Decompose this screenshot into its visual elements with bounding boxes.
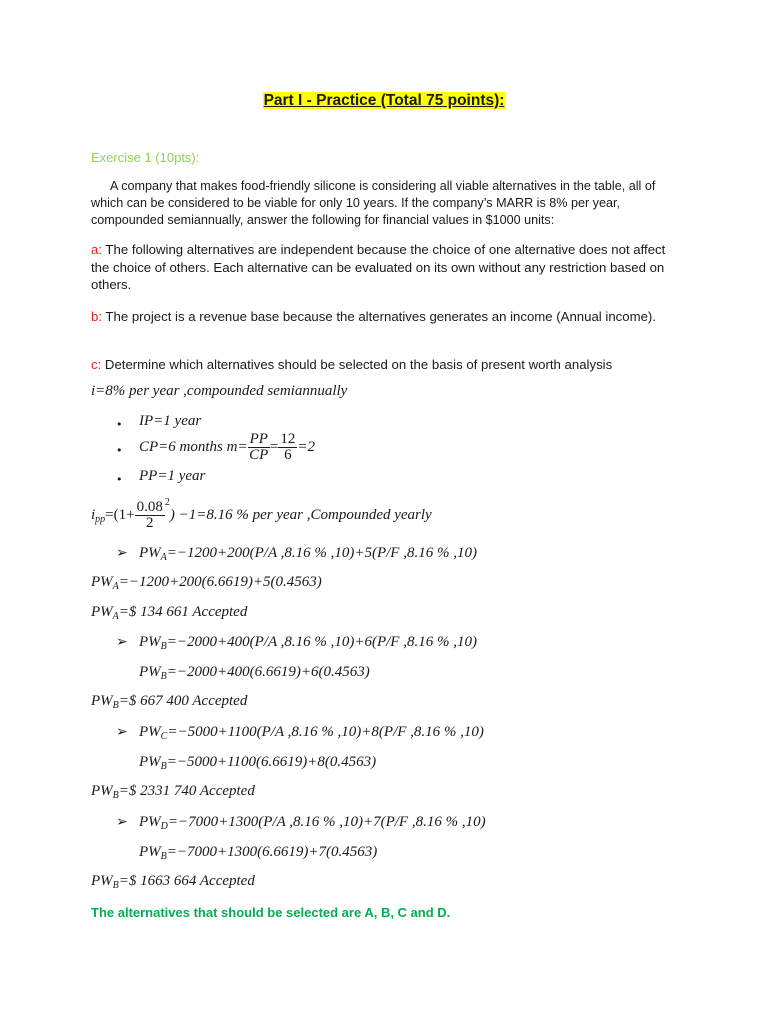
pw-symbol: PW <box>139 634 161 650</box>
ipp-symbol: i <box>91 507 96 523</box>
pw-symbol: PW <box>91 873 113 889</box>
pw-expression: =$ 134 661 Accepted <box>118 604 248 620</box>
pw-expression: =−1200+200(P/A ,8.16 % ,10)+5(P/F ,8.16 % ,10) <box>166 545 477 561</box>
pw-expression: =−5000+1100(P/A ,8.16 % ,10)+8(P/F ,8.16 % ,10) <box>167 724 484 740</box>
pw-a-formula <box>139 545 477 563</box>
pw-symbol: PW <box>139 724 161 740</box>
ipp-fraction <box>135 500 165 531</box>
pw-expression: =−7000+1300(P/A ,8.16 % ,10)+7(P/F ,8.16 % ,10) <box>167 814 486 830</box>
pw-subscript: B <box>160 641 167 652</box>
pw-subscript: A <box>112 581 119 592</box>
part-a-label: a: <box>91 242 102 257</box>
ipp-rest: ) −1=8.16 % per year ,Compounded yearly <box>169 507 432 523</box>
pw-subscript: A <box>160 552 167 563</box>
pw-symbol: PW <box>139 754 161 770</box>
pw-subscript: B <box>160 761 167 772</box>
ipp-denominator: 2 <box>145 515 154 532</box>
pw-symbol: PW <box>139 545 161 561</box>
cp-equation: CP=6 months m= $\frac{PP}{CP}$ = $\frac{12}{6}$ =2 <box>139 431 316 463</box>
conclusion-text: The alternatives that should be selected are A, B, C and D. <box>91 905 451 920</box>
part-a-paragraph <box>91 241 681 294</box>
pw-symbol: PW <box>139 664 161 680</box>
cp-fraction-pp-cp <box>248 432 270 463</box>
part-c-label: c: <box>91 357 102 372</box>
arrow-bullet-d: ➢ <box>116 814 128 830</box>
cp-frac1-denominator: CP <box>249 447 269 463</box>
pw-d-substituted <box>139 844 377 862</box>
part-b-paragraph <box>91 308 681 326</box>
pw-symbol: PW <box>91 693 113 709</box>
pw-expression: =$ 1663 664 Accepted <box>118 873 255 889</box>
part-a-text: The following alternatives are independent because the choice of one alternative does not affect the choice of others. Each alternative can be evaluated on its own without any restriction based on others. <box>91 242 666 292</box>
pw-symbol: PW <box>139 844 161 860</box>
ipp-open: =(1+ <box>105 507 135 523</box>
ipp-equation <box>91 497 432 531</box>
cp-prefix: CP=6 months m= <box>139 438 248 455</box>
pw-symbol: PW <box>91 574 113 590</box>
arrow-bullet-a: ➢ <box>116 545 128 561</box>
pw-expression: =$ 2331 740 Accepted <box>118 783 255 799</box>
pw-b-formula <box>139 634 477 652</box>
bullet-cp: • <box>116 444 123 457</box>
pw-expression: =−2000+400(6.6619)+6(0.4563) <box>166 664 370 680</box>
pw-subscript: C <box>160 731 168 742</box>
bullet-ip: • <box>116 418 123 431</box>
ip-equation: IP=1 year <box>139 413 202 429</box>
pp-equation: PP=1 year <box>139 468 206 484</box>
ipp-subscript: pp <box>95 514 106 525</box>
pw-b-substituted <box>139 664 370 682</box>
pw-subscript: B <box>112 790 119 801</box>
title-text: Part I - Practice (Total 75 points): <box>263 92 505 109</box>
pw-expression: =−7000+1300(6.6619)+7(0.4563) <box>166 844 378 860</box>
cp-frac2-denominator: 6 <box>284 447 292 463</box>
pw-a-substituted <box>91 574 322 592</box>
bullet-pp: • <box>116 473 123 486</box>
pw-subscript: D <box>160 821 168 832</box>
pw-expression: =−2000+400(P/A ,8.16 % ,10)+6(P/F ,8.16 % ,10) <box>166 634 477 650</box>
pw-b-result <box>91 693 247 711</box>
pw-expression: =$ 667 400 Accepted <box>118 693 248 709</box>
pw-expression: =−5000+1100(6.6619)+8(0.4563) <box>166 754 377 770</box>
pw-subscript: B <box>160 671 167 682</box>
pw-subscript: B <box>112 700 119 711</box>
part-c-paragraph <box>91 356 681 374</box>
pw-a-result <box>91 604 247 622</box>
pw-subscript: A <box>112 611 119 622</box>
cp-frac1-numerator: PP <box>249 431 268 447</box>
cp-suffix: =2 <box>297 438 316 455</box>
exercise-heading: Exercise 1 (10pts): <box>91 150 200 165</box>
arrow-bullet-b: ➢ <box>116 634 128 650</box>
intro-paragraph <box>91 178 681 229</box>
pw-subscript: B <box>112 880 119 891</box>
arrow-bullet-c: ➢ <box>116 724 128 740</box>
pw-subscript: B <box>160 851 167 862</box>
pw-c-substituted <box>139 754 376 772</box>
ipp-exponent: 2 <box>164 497 170 508</box>
pw-d-formula <box>139 814 486 832</box>
cp-fraction-12-6 <box>278 432 297 463</box>
pw-c-result <box>91 783 255 801</box>
pw-expression: =−1200+200(6.6619)+5(0.4563) <box>118 574 322 590</box>
part-c-text: Determine which alternatives should be selected on the basis of present worth analysis <box>101 357 613 372</box>
part-b-text: The project is a revenue base because the alternatives generates an income (Annual income). <box>102 309 656 324</box>
pw-symbol: PW <box>91 783 113 799</box>
page-title <box>0 92 768 110</box>
pw-c-formula <box>139 724 484 742</box>
part-b-label: b: <box>91 309 102 324</box>
pw-symbol: PW <box>91 604 113 620</box>
intro-text: A company that makes food-friendly silicone is considering all viable alternatives in the table, all of which can be considered to be viable for only 10 years. If the company’s MARR is 8% per year, compounded semiannually, answer the following for financial values in $1000 units: <box>91 179 656 227</box>
cp-frac2-numerator: 12 <box>280 431 296 447</box>
pw-symbol: PW <box>139 814 161 830</box>
pw-d-result <box>91 873 255 891</box>
ipp-numerator: 0.08 <box>136 499 163 516</box>
rate-equation: i=8% per year ,compounded semiannually <box>91 383 348 399</box>
